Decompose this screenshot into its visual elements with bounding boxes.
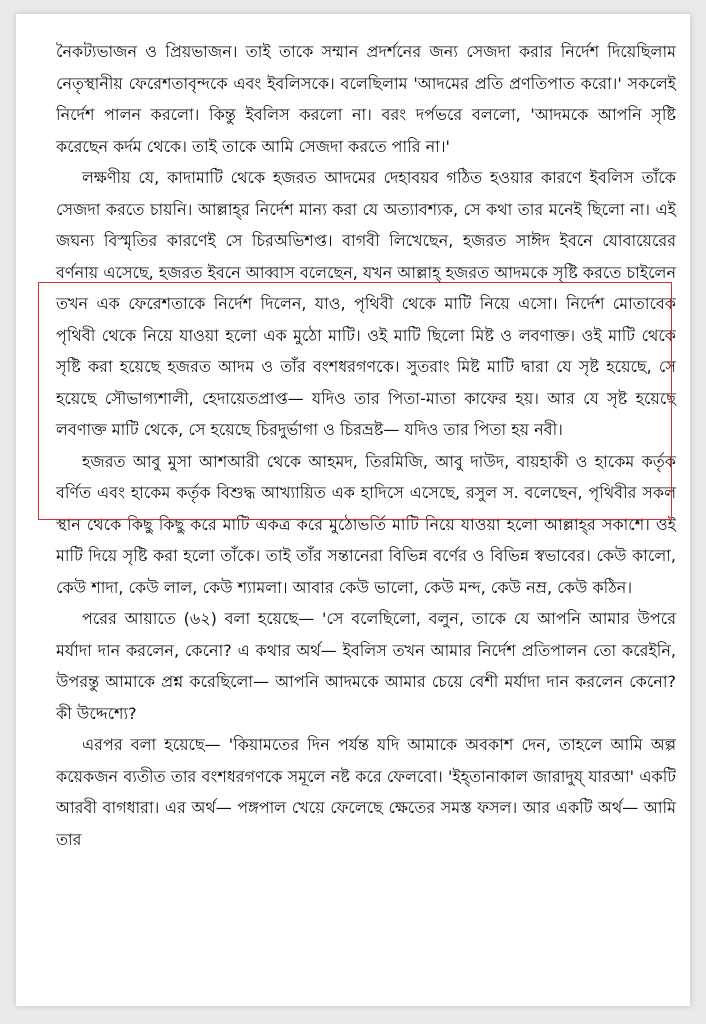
paragraph-4: পরের আয়াতে (৬২) বলা হয়েছে— 'সে বলেছিলো, বলুন, তাকে যে আপনি আমার উপরে মর্যাদা দান করলেন, কেনো? এ কথার অর্থ— ইবলিস তখন আমার নির্দেশ প্রতিপালন তো করেইনি, উপরন্তু আমাকে প্রশ্ন করেছিলো— আপনি আদমকে আমার চেয়ে বেশী মর্যাদা দান করলেন কেনো? কী উদ্দেশ্যে? — [56, 609, 676, 723]
paragraph-5: এরপর বলা হয়েছে— 'কিয়ামতের দিন পর্যন্ত যদি আমাকে অবকাশ দেন, তাহলে আমি অল্প কয়েকজন ব্যতীত তার বংশধরগণকে সমূলে নষ্ট করে ফেলবো। 'ইহ্‌তানাকাল জারাদুয্‌ যারআ' একটি আরবী বাগধারা। এর অর্থ— পঙ্গপাল খেয়ে ফেলেছে ক্ষেতের সমস্ত ফসল। আর একটি অর্থ— আমি তার — [56, 735, 676, 849]
paragraph-3: হজরত আবু মুসা আশআরী থেকে আহমদ, তিরমিজি, আবু দাউদ, বায়হাকী ও হাকেম কর্তৃক বর্ণিত এবং হাকেম কর্তৃক বিশুদ্ধ আখ্যায়িত এক হাদিসে এসেছে, রসুল স. বলেছেন, পৃথিবীর সকল স্থান থেকে কিছু কিছু করে মাটি একত্র করে মুঠোভর্তি মাটি নিয়ে যাওয়া হলো আল্লাহ্‌র সকাশে। ওই মাটি দিয়ে সৃষ্টি করা হলো তাঁকে। তাই তাঁর সন্তানেরা বিভিন্ন বর্ণের ও বিভিন্ন স্বভাবের। কেউ কালো, কেউ শাদা, কেউ লাল, কেউ শ্যামলা। আবার কেউ ভালো, কেউ মন্দ, কেউ নম্র, কেউ কঠিন। — [56, 451, 676, 597]
paragraph-2: লক্ষণীয় যে, কাদামাটি থেকে হজরত আদমের দেহাবয়ব গঠিত হওয়ার কারণে ইবলিস তাঁকে সেজদা করতে চায়নি। আল্লাহ্‌র নির্দেশ মান্য করা যে অত্যাবশ্যক, সে কথা তার মনেই ছিলো না। এই জঘন্য বিস্মৃতির কারণেই সে চিরঅভিশপ্ত। বাগবী লিখেছেন, হজরত সাঈদ ইবনে যোবায়েরের বর্ণনায় এসেছে, হজরত ইবনে আব্বাস বলেছেন, যখন আল্লাহ্‌ হজরত আদমকে সৃষ্টি করতে চাইলেন তখন এক ফেরেশতাকে নির্দেশ দিলেন, যাও, পৃথিবী থেকে মাটি নিয়ে এসো। নির্দেশ মোতাবেক পৃথিবী থেকে নিয়ে যাওয়া হলো এক মুঠো মাটি। ওই মাটি ছিলো মিষ্ট ও লবণাক্ত। ওই মাটি থেকে সৃষ্টি করা হয়েছে হজরত আদম ও তাঁর বংশধরগণকে। সুতরাং মিষ্ট মাটি দ্বারা যে সৃষ্ট হয়েছে, সে হয়েছে সৌভাগ্যশালী, হেদায়েতপ্রাপ্ত— যদিও তার পিতা-মাতা কাফের হয়। আর যে সৃষ্ট হয়েছে লবণাক্ত মাটি থেকে, সে হয়েছে চিরদুর্ভাগা ও চিরভ্রষ্ট— যদিও তার পিতা হয় নবী। — [56, 168, 676, 439]
document-page — [16, 14, 690, 1006]
body-text — [56, 36, 676, 855]
paragraph-1: নৈকট্যভাজন ও প্রিয়ভাজন। তাই তাকে সম্মান প্রদর্শনের জন্য সেজদা করার নির্দেশ দিয়েছিলাম নেতৃস্থানীয় ফেরেশতাবৃন্দকে এবং ইবলিসকে। বলেছিলাম 'আদমের প্রতি প্রণতিপাত করো।' সকলেই নির্দেশ পালন করলো। কিন্তু ইবলিস করলো না। বরং দর্পভরে বললো, 'আদমকে আপনি সৃষ্টি করেছেন কর্দম থেকে। তাই তাকে আমি সেজদা করতে পারি না।' — [56, 42, 676, 156]
